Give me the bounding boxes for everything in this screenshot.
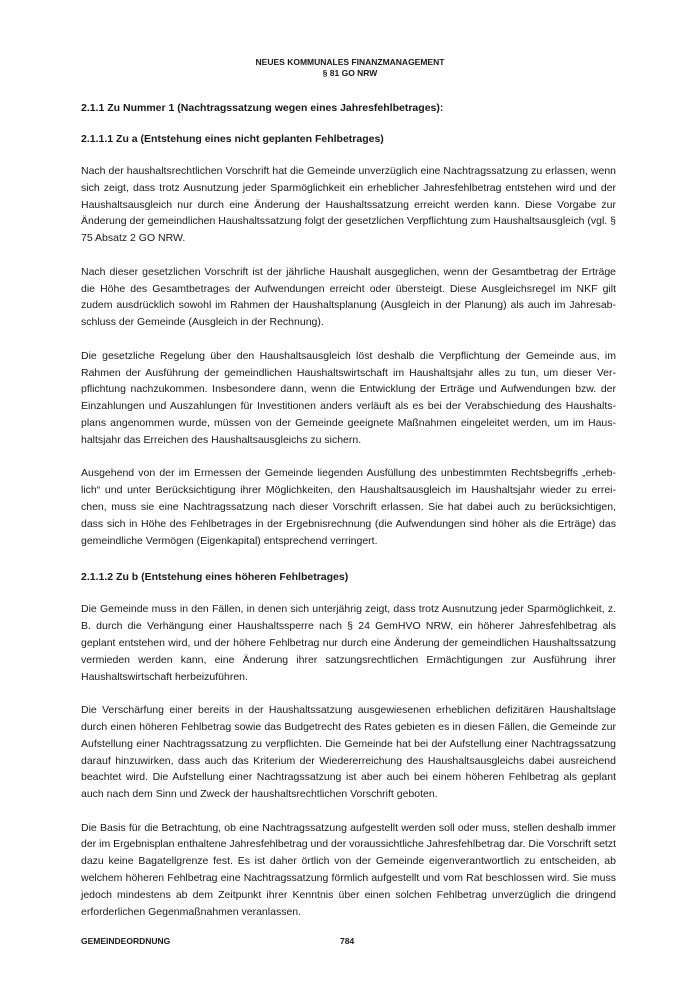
page-header [0, 57, 700, 79]
header-title: NEUES KOMMUNALES FINANZMANAGEMENT [255, 57, 445, 67]
paragraph: Die gesetzliche Regelung über den Haushaltsausgleich löst deshalb die Verpflichtung der Gemeinde aus, im Rahmen der Ausführung der gemeindlichen Haushaltswirtschaft im Haushaltsjahr alles zu tun, um dieser Verpflichtung nachzukommen. Insbesondere dann, wenn die Entwicklung der Erträge und Aufwendungen bzw. der Einzahlungen und Auszahlungen für Investitionen anders verläuft als es bei der Verabschiedung des Haushaltsplans angenommen wurde, müssen von der Gemeinde geeignete Maßnahmen eingeleitet werden, um im Haushaltsjahr das Erreichen des Haushaltsausgleichs zu sichern. [81, 349, 616, 446]
heading-zu-a: 2.1.1.1 Zu a (Entstehung eines nicht geplanten Fehlbetrages) [81, 133, 384, 145]
paragraph: Ausgehend von der im Ermessen der Gemeinde liegenden Ausfüllung des unbestimmten Rechtsbegriffs „erheblich“ und unter Berücksichtigung ihrer Möglichkeiten, den Haushaltsausgleich im Haushaltsjahr wieder zu erreichen, muss sie eine Nachtragssatzung nach dieser Vorschrift erlassen. Sie hat dabei auch zu berücksichtigen, dass sich in Höhe des Fehlbetrages in der Ergebnisrechnung (die Aufwendungen sind höher als die Erträge) das gemeindliche Vermögen (Eigenkapital) entsprechend verringert. [81, 467, 616, 547]
paragraph: Die Verschärfung einer bereits in der Haushaltssatzung ausgewiesenen erheblichen defizitären Haushaltslage durch einen höheren Fehlbetrag sowie das Budgetrecht des Rates gebieten es in diesen Fällen, die Gemeinde zur Aufstellung einer Nachtragssatzung zu verpflichten. Die Gemeinde hat bei der Aufstellung einer Nachtragssatzung darauf hinzuwirken, dass auch das Kriterium der Wiedererreichung des Haushaltsausgleichs dabei ausreichend beachtet wird. Die Aufstellung einer Nachtragssatzung ist aber auch bei einem höheren Fehlbetrag als geplant auch nach dem Sinn und Zweck der haushaltsrechtlichen Vorschrift geboten. [81, 704, 616, 801]
paragraph: Nach dieser gesetzlichen Vorschrift ist der jährliche Haushalt ausgeglichen, wenn der Gesamtbetrag der Erträge die Höhe des Gesamtbetrages der Aufwendungen erreicht oder übersteigt. Diese Ausgleichsregel im NKF gilt zudem ausdrücklich sowohl im Rahmen der Haushaltsplanung (Ausgleich in der Planung) als auch im Jahresabschluss der Gemeinde (Ausgleich in der Rechnung). [81, 265, 616, 329]
header-section: § 81 GO NRW [322, 68, 378, 78]
footer-title: GEMEINDEORDNUNG [81, 936, 171, 946]
paragraph: Nach der haushaltsrechtlichen Vorschrift hat die Gemeinde unverzüglich eine Nachtragssatzung zu erlassen, wenn sich zeigt, dass trotz Ausnutzung jeder Sparmöglichkeit ein erheblicher Jahresfehlbetrag entstehen wird und der Haushaltsausgleich nur durch eine Änderung der Haushaltssatzung erreicht werden kann. Diese Vorgabe zur Änderung der gemeindlichen Haushaltssatzung folgt der gesetzlichen Verpflichtung zum Haushaltsausgleich (vgl. § 75 Absatz 2 GO NRW. [81, 165, 616, 245]
page-content [81, 101, 616, 937]
paragraph: Die Basis für die Betrachtung, ob eine Nachtragssatzung aufgestellt werden soll oder muss, stellen deshalb immer der im Ergebnisplan enthaltene Jahresfehlbetrag und der voraussichtliche Jahresfehlbetrag dar. Die Vorschrift setzt dazu keine Bagatellgrenze fest. Es ist daher örtlich von der Gemeinde eigenverantwortlich zu entscheiden, ab welchem höheren Fehlbetrag eine Nachtragssatzung förmlich aufgestellt und vom Rat beschlossen wird. Sie muss jedoch mindestens ab dem Zeitpunkt ihrer Kenntnis über einen solchen Fehlbetrag unverzüglich die dringend erforderlichen Gegenmaßnahmen veranlassen. [81, 821, 616, 918]
page-number: 784 [340, 936, 355, 946]
heading-nummer-1: 2.1.1 Zu Nummer 1 (Nachtragssatzung wegen eines Jahresfehlbetrages): [81, 102, 444, 114]
heading-zu-b: 2.1.1.2 Zu b (Entstehung eines höheren Fehlbetrages) [81, 571, 349, 584]
paragraph: Die Gemeinde muss in den Fällen, in denen sich unterjährig zeigt, dass trotz Ausnutzung jeder Sparmöglichkeit, z. B. durch die Verhängung einer Haushaltssperre nach § 24 GemHVO NRW, ein höherer Jahresfehlbetrag als geplant entstehen wird, und der höhere Fehlbetrag nur durch eine Änderung der gemeindlichen Haushaltssatzung vermieden werden kann, eine Änderung ihrer satzungsrechtlichen Ermächtigungen zur Ausführung ihrer Haushaltswirtschaft herbeizuführen. [81, 603, 616, 683]
